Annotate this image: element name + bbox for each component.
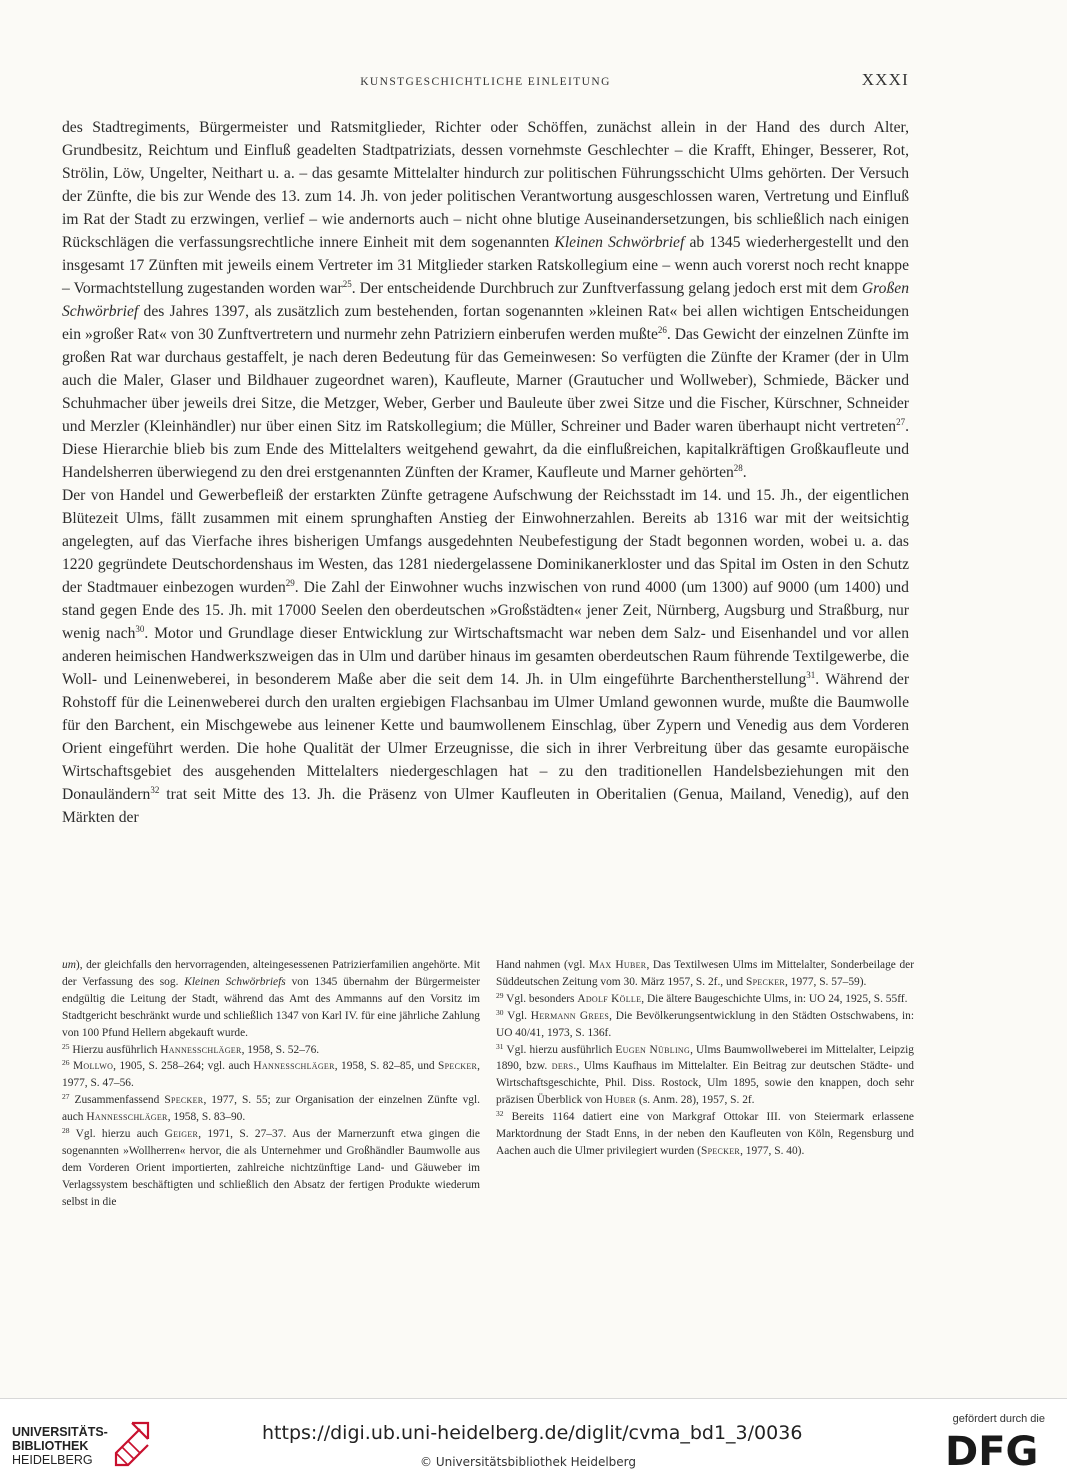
text-run: Bereits 1164 datiert eine von Markgraf Ottokar III. von Steiermark erlassene Marktordnung der Stadt Enns, in der neben den Kaufleuten von Köln, Regensburg und Aachen auch die Ulmer privilegiert wurden ( bbox=[496, 1111, 914, 1157]
library-name-line: BIBLIOTHEK bbox=[12, 1439, 89, 1453]
footnote-ref-28[interactable]: 28 bbox=[733, 463, 743, 473]
text-run: , 1958, S. 52–76. bbox=[241, 1043, 320, 1056]
text-run: von 1345 übernahm der Bürgermeister endgültig die Leitung der Stadt, während das Amt des Ammanns auf den Vorsitz im Stadtgericht beschränkt wurde und schließlich 1347 von Karl IV. für eine jährliche Zahlung von 100 Pfund Hellern abgekauft wurde. bbox=[62, 975, 480, 1039]
copyright-notice: © Universitätsbibliothek Heidelberg bbox=[420, 1455, 637, 1469]
footnote-continuation bbox=[496, 957, 914, 991]
text-run: , Die ältere Baugeschichte Ulms, in: UO 24, 1925, S. 55ff. bbox=[641, 992, 908, 1005]
author-name: Adolf Kölle bbox=[577, 992, 642, 1005]
text-run: . Die Zahl der Einwohner wuchs inzwischen von rund 4000 (um 1300) auf 9000 (um 1400) und stand gegen Ende des 15. Jh. mit 17000 Seelen den oberdeutschen »Großstädten« jener Zeit, Nürnberg, Augsburg und Straßburg, nur wenig nach bbox=[62, 579, 909, 642]
text-run: , 1977, S. 57–59). bbox=[785, 975, 867, 988]
text-run: ), der gleichfalls den hervorragenden, alteingesessenen Patrizierfamilien angehörte. Mit der Verfassung des sog. bbox=[62, 959, 480, 988]
footnote-ref-29[interactable]: 29 bbox=[285, 578, 295, 588]
footnote-29 bbox=[496, 991, 914, 1008]
text-run: , 1958, S. 83–90. bbox=[167, 1111, 246, 1124]
text-run: Vgl. bbox=[503, 1009, 531, 1022]
footnote-number: 25 bbox=[62, 1041, 70, 1051]
text-run: (s. Anm. 28), 1957, S. 2f. bbox=[636, 1094, 755, 1107]
italic-term: Großen Schwörbrief bbox=[62, 280, 909, 320]
running-title: KUNSTGESCHICHTLICHE EINLEITUNG bbox=[360, 76, 611, 88]
page-header bbox=[62, 70, 909, 96]
text-run: , Das Textilwesen Ulms im Mittelalter, Sonderbeilage der Süddeutschen Zeitung vom 30. März 1957, S. 2f., und bbox=[496, 959, 915, 988]
footnote-number: 27 bbox=[62, 1092, 70, 1102]
text-run: , Die Bevölkerungsentwicklung in den Städten Ostschwabens, in: UO 40/41, 1973, S. 136f. bbox=[496, 1009, 914, 1039]
author-name: Eugen Nübling bbox=[615, 1043, 691, 1056]
text-run: , 1977, S. 40). bbox=[740, 1144, 805, 1157]
text-run: , Ulms Baumwollweberei im Mittelalter, Leipzig 1890, bzw. bbox=[496, 1043, 915, 1073]
text-run: . Während der Rohstoff für die Leinenweberei durch den uralten ergiebigen Flachsanbau im Ulmer Umland gewonnen wurde, mußte die Baumwolle für den Barchent, ein Mischgewebe aus leinener Kette und baumwollenem Einschlag, über Zypern und Venedig aus dem Vorderen Orient eingeführt werden. Die hohe Qualität der Ulmer Erzeugnisse, die sich in ihrer Verbreitung über das gesamte europäische Wirtschaftsgebiet des ausgehenden Mittelalters niedergeschlagen hat – zu den traditionellen Handelsbeziehungen mit den Donauländern bbox=[62, 671, 910, 803]
footnote-number: 31 bbox=[496, 1041, 504, 1051]
library-name-line: HEIDELBERG bbox=[12, 1453, 93, 1467]
library-name bbox=[12, 1425, 108, 1467]
footnotes bbox=[62, 957, 914, 1211]
author-name: Max Huber bbox=[588, 959, 647, 971]
text-run: , 1971, S. 27–37. Aus der Marnerzunft etwa gingen die sogenannten »Wollherren« hervor, die als Unternehmer und Großhändler Baumwolle aus dem Vorderen Orient importierten, zahlreiche nichtzünftige Land- und Gäuweber im Verlagssystem beschäftigten und schließlich den Absatz der fertigen Produkte wiederum selbst in die bbox=[62, 1128, 480, 1208]
footnote-27 bbox=[62, 1092, 480, 1126]
text-run: Vgl. besonders bbox=[503, 992, 578, 1005]
footnote-32 bbox=[496, 1109, 914, 1160]
text-run: , 1905, S. 258–264; vgl. auch bbox=[113, 1060, 254, 1073]
italic-term: um bbox=[62, 959, 76, 971]
library-logo[interactable] bbox=[12, 1421, 162, 1469]
footnote-30 bbox=[496, 1008, 914, 1042]
footnote-ref-27[interactable]: 27 bbox=[896, 417, 906, 427]
author-name: ders. bbox=[551, 1060, 577, 1073]
footnote-ref-30[interactable]: 30 bbox=[135, 624, 145, 634]
footnote-column-right bbox=[496, 957, 914, 1211]
footnote-26 bbox=[62, 1058, 480, 1092]
dfg-letters: DFG bbox=[945, 1429, 1039, 1469]
dfg-logo[interactable] bbox=[939, 1413, 1049, 1473]
text-run: des Jahres 1397, als zusätzlich zum bestehenden, fortan sogenannten »kleinen Rat« bei allen wichtigen Entscheidungen ein »großer Rat« von 30 Zunftvertretern und nurmehr zehn Patriziern einberufen werden mußte bbox=[62, 303, 909, 343]
footnote-number: 29 bbox=[496, 990, 504, 1000]
text-run: . Das Gewicht der einzelnen Zünfte im großen Rat war durchaus gestaffelt, je nach deren Bedeutung für das Gemeinwesen: So verfügten die Zünfte der Kramer (der in Ulm auch die Maler, Glaser und Bildhauer zugeordnet waren), Kaufleute, Marner (Grautucher und Wollweber), Schmiede, Bäcker und Schuhmacher über jeweils drei Sitze, die Metzger, Weber, Gerber und Bauleute über zwei Sitze und die Fischer, Kürschner, Schneider und Merzler (Kleinhändler) nur über einen Sitz im Ratskollegium; die Müller, Schreiner und Bader waren überhaupt nicht vertreten bbox=[62, 326, 909, 435]
italic-term: Kleinen Schwörbrief bbox=[554, 234, 685, 251]
text-run: . Diese Hierarchie blieb bis zum Ende des Mittelalters weitgehend gewahrt, da die einflußreichen, kapitalkräftigen Großkaufleute und Handelsherren überwiegend zu den drei erstgenannten Zünften der Kramer, Kaufleute und Marner gehörten bbox=[62, 418, 909, 481]
text-run: , 1977, S. 55; zur Organisation der einzelnen Zünfte vgl. auch bbox=[62, 1094, 480, 1124]
footnote-ref-32[interactable]: 32 bbox=[150, 785, 160, 795]
footnote-number: 32 bbox=[496, 1109, 504, 1119]
author-name: Geiger bbox=[164, 1128, 199, 1141]
author-name: Specker bbox=[164, 1094, 204, 1107]
library-mark-icon bbox=[110, 1421, 150, 1467]
text-run: trat seit Mitte des 13. Jh. die Präsenz von Ulmer Kaufleuten in Oberitalien (Genua, Mailand, Venedig), auf den Märkten der bbox=[62, 786, 909, 826]
footnote-25 bbox=[62, 1042, 480, 1059]
text-run: , Ulms Kaufhaus im Mittelalter. Ein Beitrag zur deutschen Städte- und Wirtschaftsgeschichte, Phil. Diss. Rostock, Ulm 1895, sowie den knappen, doch sehr präzisen Überblick von bbox=[496, 1060, 914, 1107]
text-run: . Der entscheidende Durchbruch zur Zunftverfassung gelang jedoch erst mit dem bbox=[351, 280, 862, 297]
paragraph-2 bbox=[62, 484, 909, 829]
text-run: Der von Handel und Gewerbefleiß der erstarkten Zünfte getragene Aufschwung der Reichsstadt im 14. und 15. Jh., der eigentlichen Blütezeit Ulms, fällt zusammen mit einem sprunghaften Anstieg der Einwohnerzahlen. Bereits ab 1316 war mit der weitsichtig angelegten, auf das Vierfache ihres bisherigen Umfangs ausgedehnten Neubefestigung der Stadt begonnen worden, wobei u. a. das 1220 gegründete Deutschordenshaus im Westen, das 1281 niedergelassene Dominikanerkloster und das Spital im Osten in den Schutz der Stadtmauer einbezogen wurden bbox=[62, 487, 909, 596]
footnote-28 bbox=[62, 1126, 480, 1211]
viewer-footer bbox=[0, 1398, 1067, 1484]
footnote-continuation bbox=[62, 957, 480, 1042]
text-run: Hierzu ausführlich bbox=[69, 1043, 161, 1056]
footnote-ref-26[interactable]: 26 bbox=[657, 325, 667, 335]
text-run: Vgl. hierzu ausführlich bbox=[503, 1043, 616, 1056]
page-number: XXXI bbox=[861, 70, 909, 89]
dfg-wordmark-icon bbox=[945, 1429, 1049, 1469]
text-run: . bbox=[742, 464, 747, 481]
footnote-ref-31[interactable]: 31 bbox=[806, 670, 816, 680]
footnote-ref-25[interactable]: 25 bbox=[342, 279, 352, 289]
author-name: Specker bbox=[745, 975, 786, 988]
author-name: Hannesschläger bbox=[160, 1043, 242, 1056]
text-run: ab 1345 wiederhergestellt und den insgesamt 17 Zünften mit jeweils einem Vertreter im 31 Mitglieder starken Ratskollegium eine – wenn auch vorerst noch recht knappe – Vormachtstellung zugestanden worden war bbox=[62, 234, 909, 297]
author-name: Mollwo bbox=[72, 1060, 114, 1073]
text-run: des Stadtregiments, Bürgermeister und Ratsmitglieder, Richter oder Schöffen, zunächst allein in der Hand des durch Alter, Grundbesitz, Reichtum und Einfluß geadelten Stadtpatriziats, dessen vornehmste Geschlechter – die Krafft, Ehinger, Besserer, Rot, Strölin, Löw, Ungelter, Neithart u. a. – das gesamte Mittelalter hindurch zur politischen Führungsschicht Ulms gehörten. Der Versuch der Zünfte, die bis zur Wende des 13. zum 14. Jh. von jeder politischen Verantwortung ausgeschlossen waren, Vertretung und Einfluß im Rat der Stadt zu erzwingen, verlief – wie andernorts auch – nicht ohne blutige Auseinandersetzungen, bis schließlich nach einigen Rückschlägen die verfassungsrechtliche innere Einheit mit dem sogenannten bbox=[62, 119, 909, 251]
author-name: Specker bbox=[438, 1060, 478, 1073]
text-run: Hand nahmen (vgl. bbox=[496, 959, 589, 971]
author-name: Hermann Grees bbox=[530, 1009, 610, 1022]
italic-term: Kleinen Schwörbriefs bbox=[184, 975, 286, 988]
text-run: , 1958, S. 82–85, und bbox=[334, 1060, 439, 1073]
footnote-number: 26 bbox=[62, 1058, 70, 1068]
footnote-number: 28 bbox=[62, 1126, 70, 1136]
text-run: Zusammenfassend bbox=[69, 1094, 165, 1107]
library-name-line: UNIVERSITÄTS- bbox=[12, 1425, 108, 1439]
paragraph-1 bbox=[62, 116, 909, 484]
author-name: Huber bbox=[605, 1094, 637, 1107]
author-name: Specker bbox=[700, 1144, 741, 1157]
permalink-url[interactable]: https://digi.ub.uni-heidelberg.de/diglit/cvma_bd1_3/0036 bbox=[262, 1422, 803, 1444]
footnote-31 bbox=[496, 1042, 914, 1110]
author-name: Hannesschläger bbox=[86, 1111, 168, 1124]
text-run: . Motor und Grundlage dieser Entwicklung zur Wirtschaftsmacht war neben dem Salz- und Eisenhandel und vor allen anderen heimischen Handwerkszweigen das in Ulm und darüber hinaus im gesamten oberdeutschen Raum führende Textilgewerbe, die Woll- und Leinenweberei, in besonderem Maße aber die seit dem 14. Jh. in Ulm eingeführte Barchentherstellung bbox=[62, 625, 910, 688]
author-name: Hannesschläger bbox=[253, 1060, 335, 1073]
text-run: , 1977, S. 47–56. bbox=[62, 1060, 480, 1090]
text-run: Vgl. hierzu auch bbox=[69, 1128, 165, 1141]
footnote-number: 30 bbox=[496, 1007, 504, 1017]
main-text bbox=[62, 116, 909, 829]
funding-text: gefördert durch die bbox=[952, 1413, 1045, 1425]
footnote-column-left bbox=[62, 957, 480, 1211]
